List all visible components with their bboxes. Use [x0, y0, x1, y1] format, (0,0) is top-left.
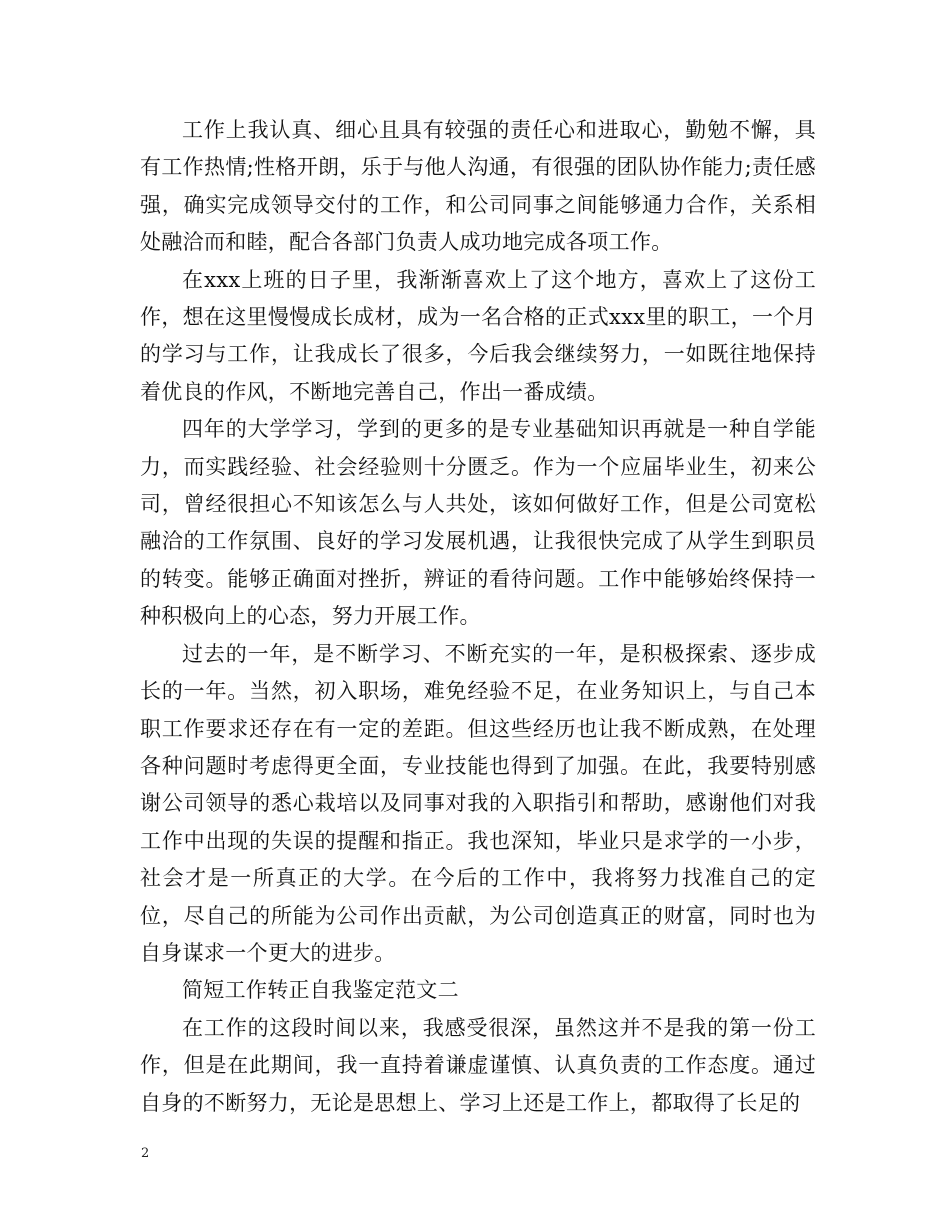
paragraph-university: 四年的大学学习，学到的更多的是专业基础知识再就是一种自学能力，而实践经验、社会经验则十分匮乏。作为一个应届毕业生，初来公司，曾经很担心不知该怎么与人共处，该如何做好工作，但是公司宽松融洽的工作氛围、良好的学习发展机遇，让我很快完成了从学生到职员的转变。能够正确面对挫折，辨证的看待问题。工作中能够始终保持一种积极向上的心态，努力开展工作。 — [140, 417, 816, 629]
document-body — [140, 112, 816, 1122]
page-number: 2 — [141, 1146, 150, 1161]
paragraph-sample-two: 在工作的这段时间以来，我感受很深，虽然这并不是我的第一份工作，但是在此期间，我一直持着谦虚谨慎、认真负责的工作态度。通过自身的不断努力，无论是思想上、学习上还是工作上，都取得了长足的 — [140, 1015, 816, 1115]
paragraph-growth: 在xxx上班的日子里，我渐渐喜欢上了这个地方，喜欢上了这份工作，想在这里慢慢成长成材，成为一名合格的正式xxx里的职工，一个月的学习与工作，让我成长了很多，今后我会继续努力，一如既往地保持着优良的作风，不断地完善自己，作出一番成绩。 — [140, 267, 816, 404]
paragraph-past-year: 过去的一年，是不断学习、不断充实的一年，是积极探索、逐步成长的一年。当然，初入职场，难免经验不足，在业务知识上，与自己本职工作要求还存在有一定的差距。但这些经历也让我不断成熟，在处理各种问题时考虑得更全面，专业技能也得到了加强。在此，我要特别感谢公司领导的悉心栽培以及同事对我的入职指引和帮助，感谢他们对我工作中出现的失误的提醒和指正。我也深知，毕业只是求学的一小步，社会才是一所真正的大学。在今后的工作中，我将努力找准自己的定位，尽自己的所能为公司作出贡献，为公司创造真正的财富，同时也为自身谋求一个更大的进步。 — [140, 641, 816, 965]
section-heading: 简短工作转正自我鉴定范文二 — [182, 978, 459, 1003]
paragraph-work-attitude: 工作上我认真、细心且具有较强的责任心和进取心，勤勉不懈，具有工作热情;性格开朗，乐于与他人沟通，有很强的团队协作能力;责任感强，确实完成领导交付的工作，和公司同事之间能够通力合作，关系相处融洽而和睦，配合各部门负责人成功地完成各项工作。 — [140, 118, 816, 255]
